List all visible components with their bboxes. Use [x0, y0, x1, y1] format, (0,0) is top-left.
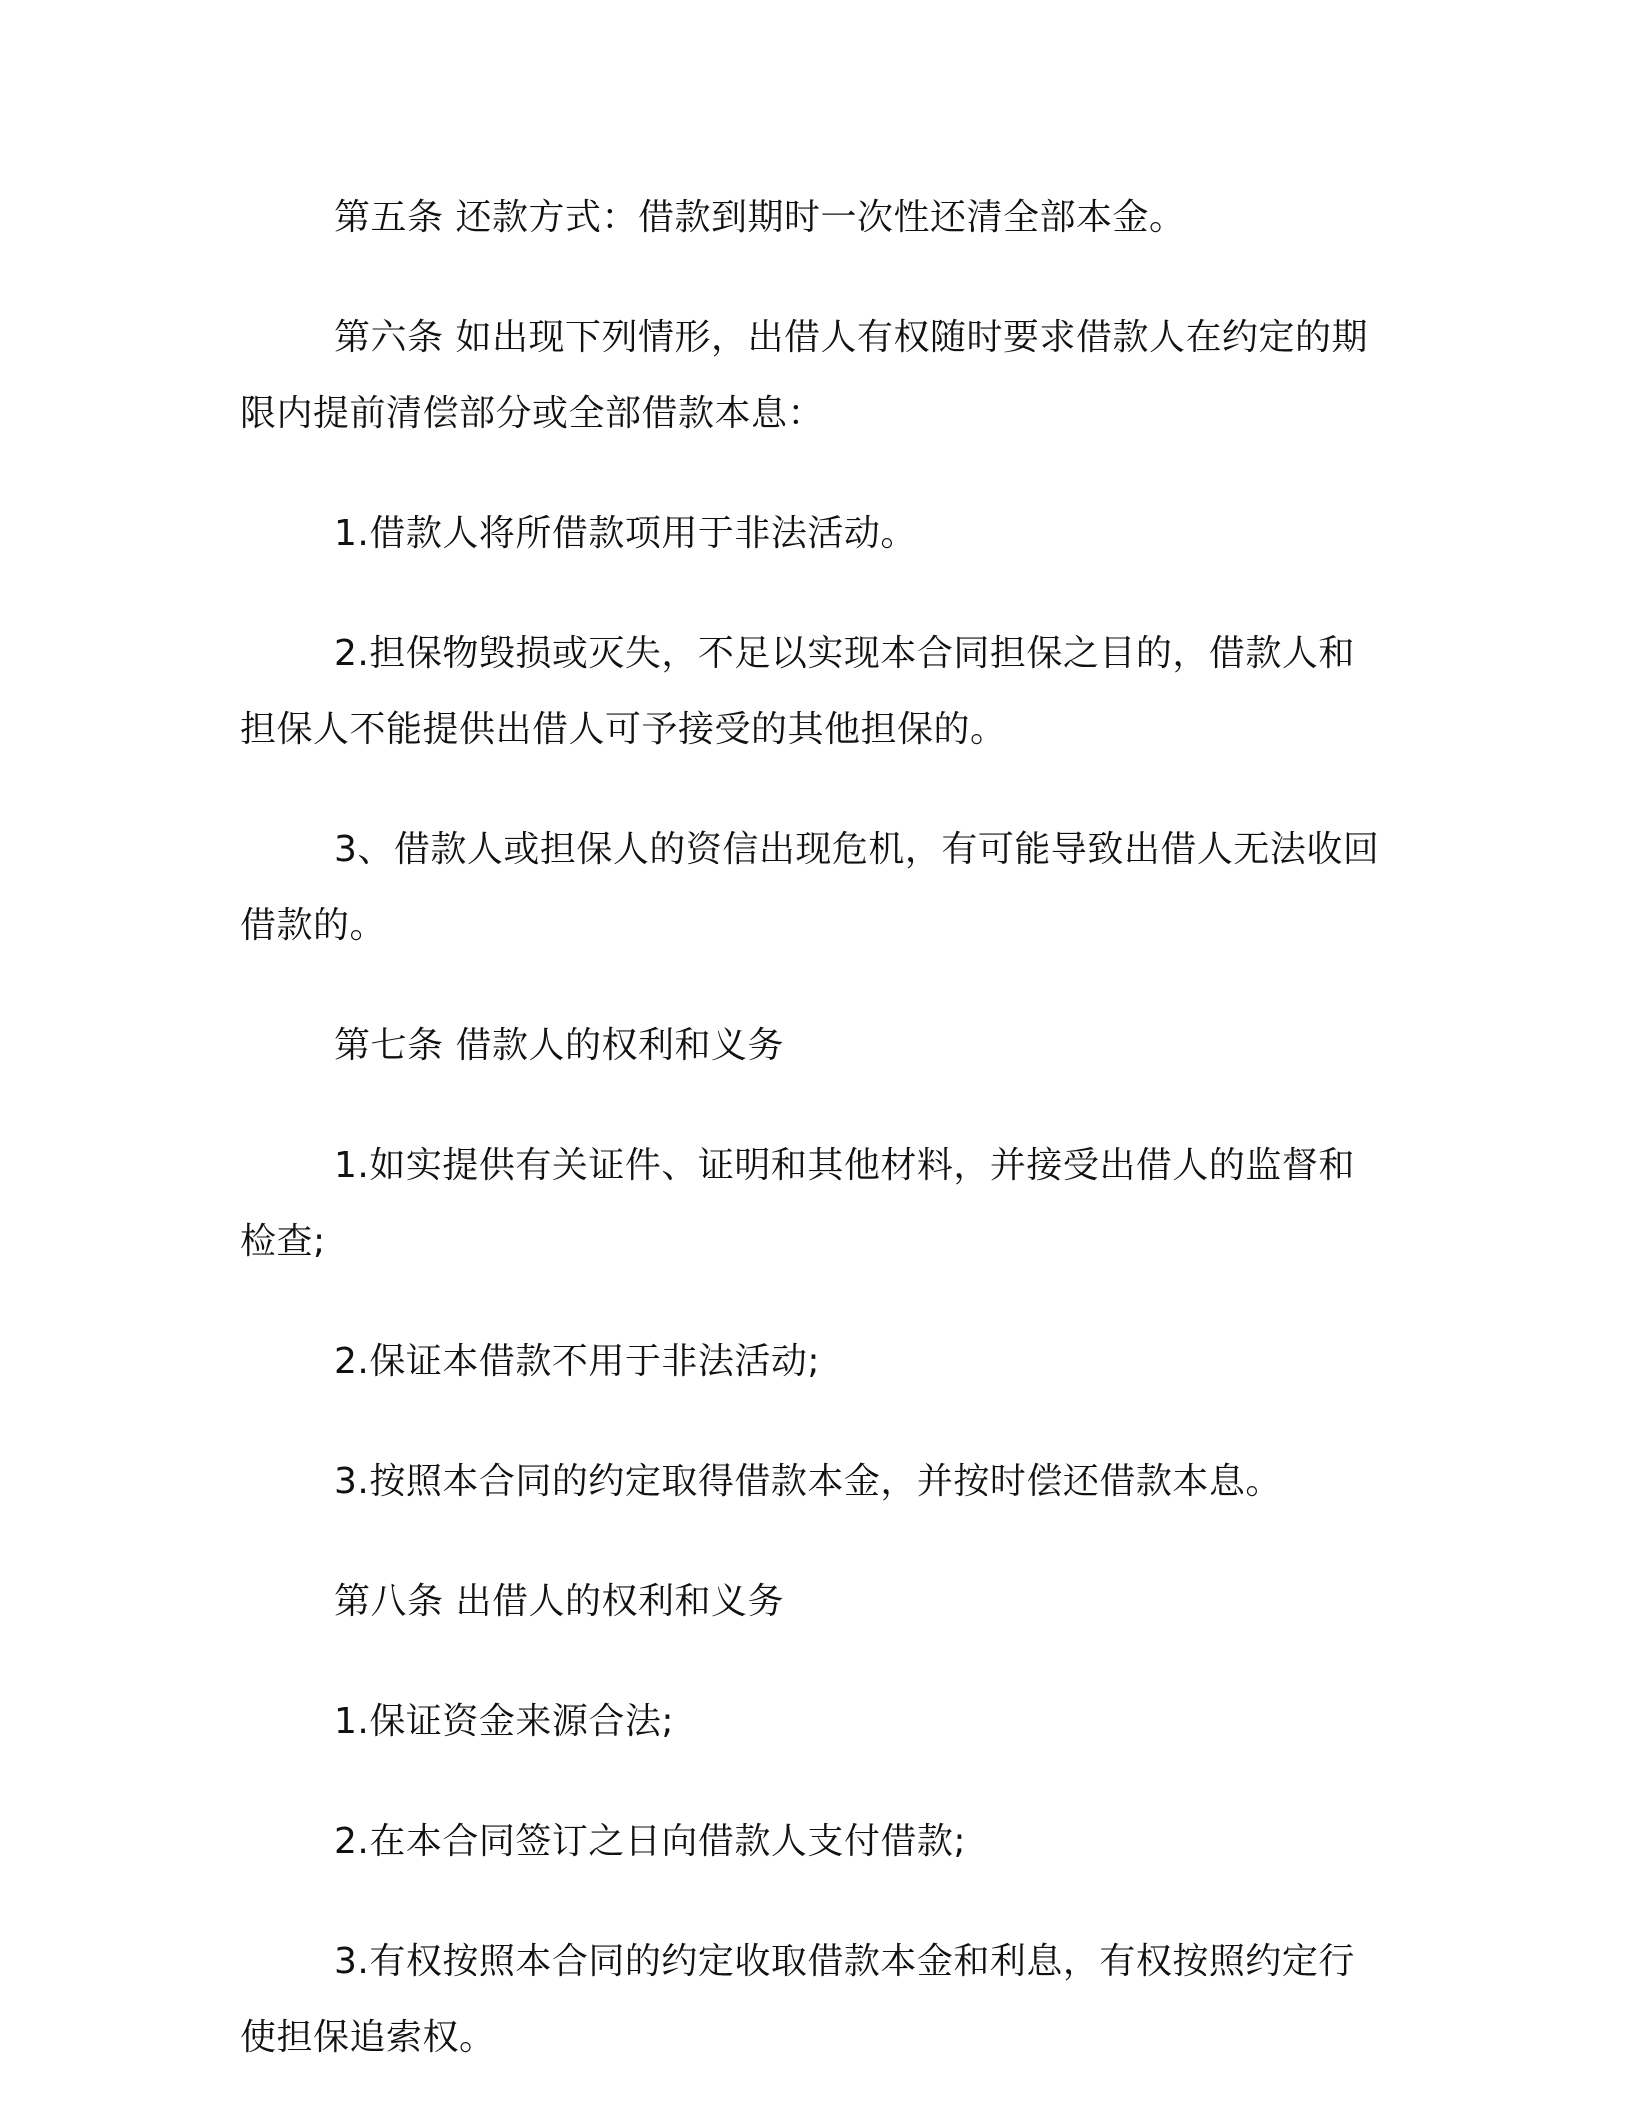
article-6-item-3: 3、借款人或担保人的资信出现危机，有可能导致出借人无法收回借款的。	[240, 829, 1380, 946]
article-7-item-1: 1.如实提供有关证件、证明和其他材料，并接受出借人的监督和检查;	[240, 1145, 1355, 1262]
article-7-item-2: 2.保证本借款不用于非法活动;	[334, 1341, 820, 1382]
article-8-item-3: 3.有权按照本合同的约定收取借款本金和利息，有权按照约定行使担保追索权。	[240, 1941, 1355, 2058]
article-6-early-repayment: 第六条 如出现下列情形，出借人有权随时要求借款人在约定的期限内提前清偿部分或全部借款本息：	[240, 317, 1368, 434]
article-7-heading: 第七条 借款人的权利和义务	[334, 1025, 784, 1066]
article-8-heading: 第八条 出借人的权利和义务	[334, 1581, 784, 1622]
article-6-item-2: 2.担保物毁损或灭失，不足以实现本合同担保之目的，借款人和担保人不能提供出借人可予接受的其他担保的。	[240, 633, 1355, 750]
document-body	[240, 180, 1390, 2120]
article-8-item-2: 2.在本合同签订之日向借款人支付借款;	[334, 1821, 966, 1862]
article-8-item-1: 1.保证资金来源合法;	[334, 1701, 674, 1742]
article-7-item-3: 3.按照本合同的约定取得借款本金，并按时偿还借款本息。	[334, 1461, 1282, 1502]
article-5-repayment: 第五条 还款方式：借款到期时一次性还清全部本金。	[334, 197, 1186, 238]
article-6-item-1: 1.借款人将所借款项用于非法活动。	[334, 513, 917, 554]
